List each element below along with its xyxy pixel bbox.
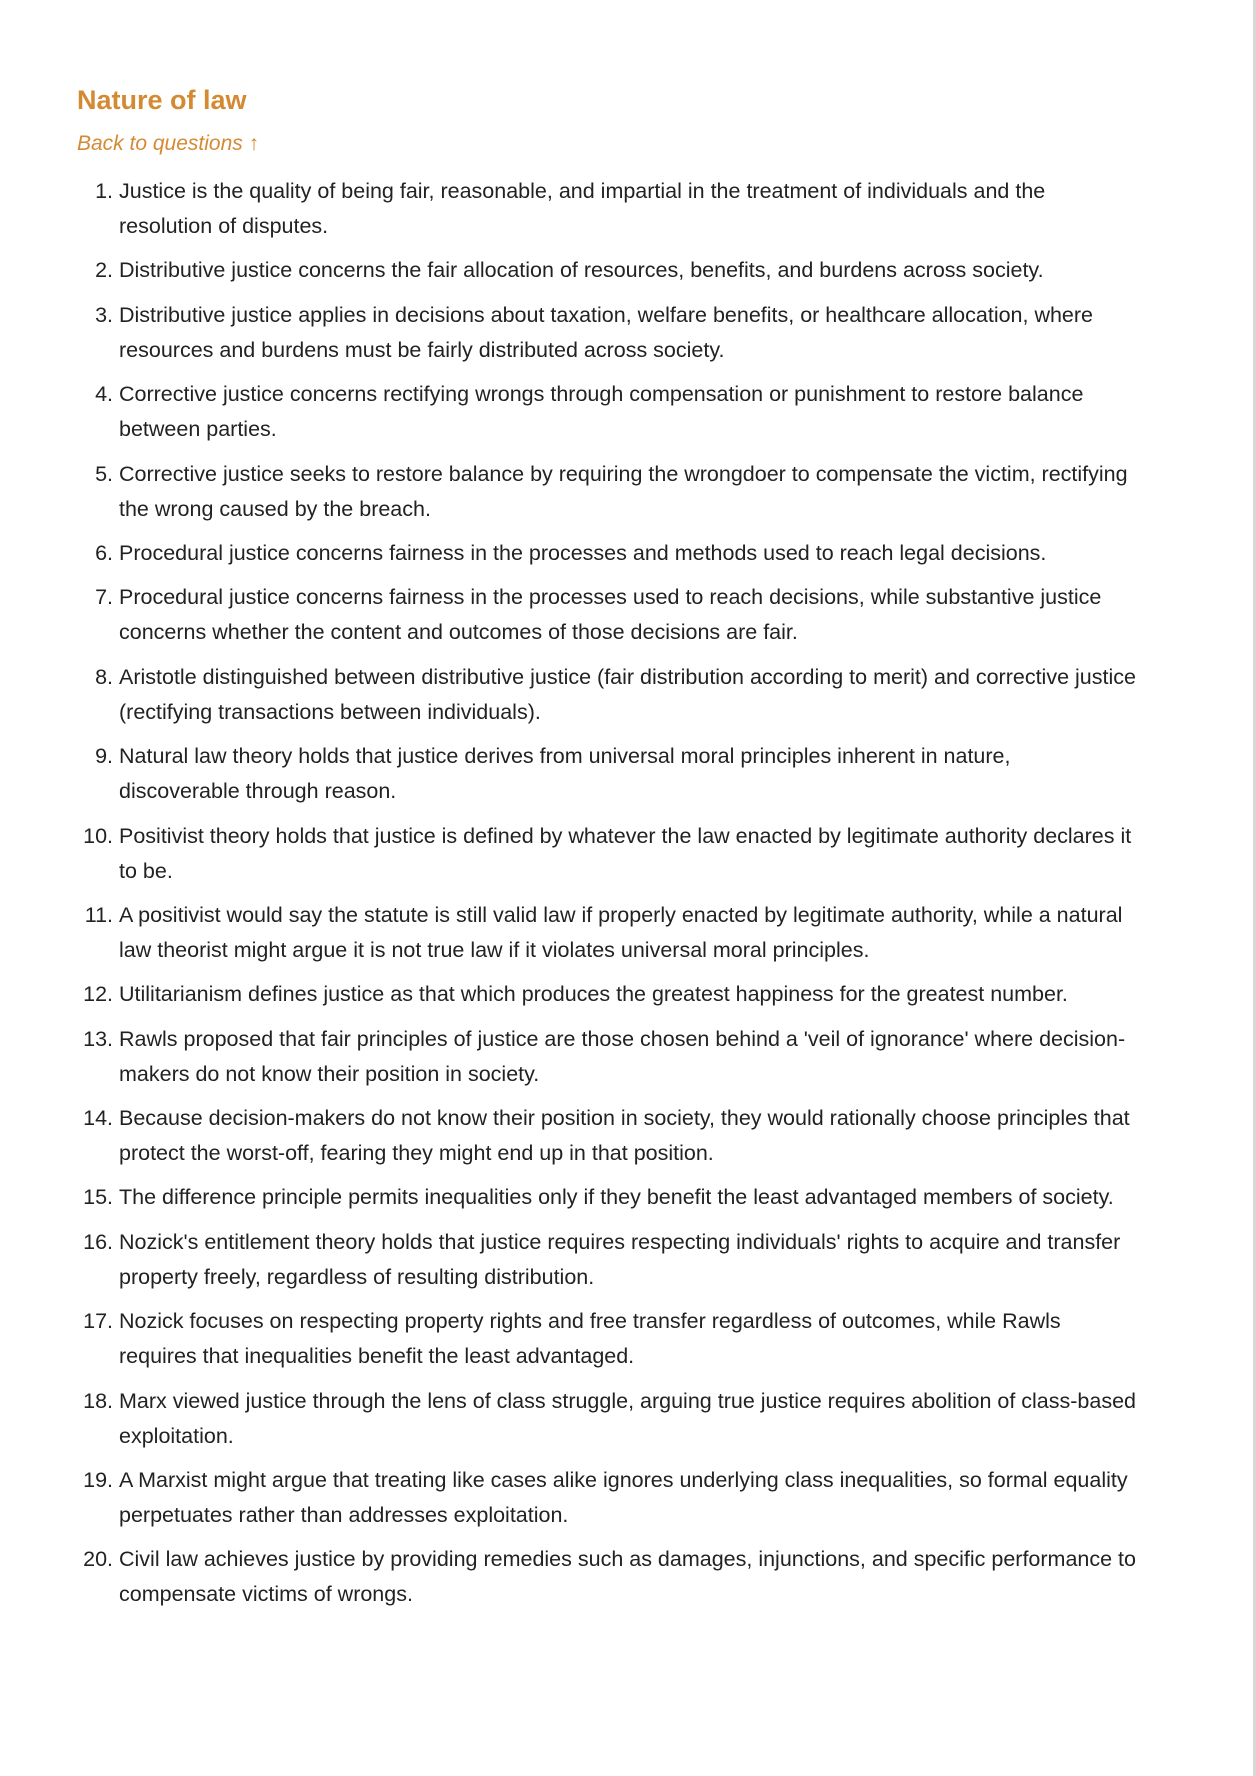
item-number: 3.: [95, 302, 113, 327]
item-number: 8.: [95, 664, 113, 689]
item-text: A positivist would say the statute is still valid law if properly enacted by legitimate authority, while a natural law theorist might argue it is not true law if it violates universal moral principles.: [119, 902, 1123, 962]
item-number: 10.: [83, 823, 113, 848]
item-text: Justice is the quality of being fair, reasonable, and impartial in the treatment of individuals and the resolution of disputes.: [119, 179, 1046, 238]
list-item: [83, 1101, 1137, 1171]
item-number: 4.: [95, 382, 113, 407]
list-item: [83, 1542, 1137, 1612]
item-text: The difference principle permits inequalities only if they benefit the least advantaged members of society.: [119, 1185, 1114, 1210]
item-text: Distributive justice applies in decisions about taxation, welfare benefits, or healthcare allocation, where resources and burdens must be fairly distributed across society.: [119, 302, 1094, 362]
item-text: Utilitarianism defines justice as that which produces the greatest happiness for the greatest number.: [119, 982, 1068, 1007]
item-text: Nozick focuses on respecting property rights and free transfer regardless of outcomes, while Rawls requires that inequalities benefit the least advantaged.: [119, 1309, 1061, 1369]
list-item: [95, 377, 1137, 447]
item-text: Corrective justice seeks to restore balance by requiring the wrongdoer to compensate the victim, rectifying the wrong caused by the breach.: [119, 461, 1128, 521]
answers-list: [77, 174, 1137, 1612]
item-text: Distributive justice concerns the fair allocation of resources, benefits, and burdens across society.: [119, 258, 1044, 283]
item-text: Rawls proposed that fair principles of justice are those chosen behind a 'veil of ignorance' where decision-makers do not know their position in society.: [119, 1026, 1126, 1086]
item-text: Civil law achieves justice by providing remedies such as damages, injunctions, and specific performance to compensate victims of wrongs.: [119, 1547, 1136, 1607]
list-item: [95, 457, 1137, 527]
item-text: A Marxist might argue that treating like cases alike ignores underlying class inequalities, so formal equality perpetuates rather than addresses exploitation.: [119, 1468, 1128, 1528]
item-text: Procedural justice concerns fairness in the processes and methods used to reach legal decisions.: [119, 540, 1047, 565]
item-number: 17.: [83, 1309, 113, 1334]
item-text: Nozick's entitlement theory holds that justice requires respecting individuals' rights to acquire and transfer property freely, regardless of resulting distribution.: [119, 1229, 1121, 1289]
list-item: [83, 1022, 1137, 1092]
list-item: [95, 174, 1137, 244]
item-text: Procedural justice concerns fairness in the processes used to reach decisions, while substantive justice concerns whether the content and outcomes of those decisions are fair.: [119, 585, 1102, 645]
list-item: [95, 536, 1137, 571]
list-item: [83, 977, 1137, 1012]
item-number: 12.: [83, 982, 113, 1007]
list-item: [95, 660, 1137, 730]
list-item: [83, 819, 1137, 889]
list-item: [83, 1225, 1137, 1295]
item-number: 13.: [83, 1026, 113, 1051]
item-text: Aristotle distinguished between distributive justice (fair distribution according to merit) and corrective justice (rectifying transactions between individuals).: [119, 664, 1136, 724]
item-number: 6.: [95, 540, 113, 565]
item-number: 16.: [83, 1229, 113, 1254]
item-number: 15.: [83, 1185, 113, 1210]
item-text: Marx viewed justice through the lens of class struggle, arguing true justice requires abolition of class-based exploitation.: [119, 1388, 1136, 1448]
list-item: [95, 739, 1137, 809]
item-number: 7.: [95, 585, 113, 610]
back-to-questions-link[interactable]: Back to questions ↑: [77, 132, 260, 155]
list-item: [95, 298, 1137, 368]
list-item: [95, 253, 1137, 288]
list-item: [84, 898, 1137, 968]
item-number: 9.: [95, 744, 113, 769]
item-text: Positivist theory holds that justice is defined by whatever the law enacted by legitimate authority declares it to be.: [119, 823, 1132, 883]
list-item: [95, 580, 1137, 650]
item-number: 20.: [83, 1547, 113, 1572]
item-number: 11.: [84, 902, 113, 927]
section-title: Nature of law: [77, 85, 247, 115]
item-number: 18.: [83, 1388, 113, 1413]
list-item: [83, 1180, 1137, 1215]
item-text: Natural law theory holds that justice derives from universal moral principles inherent in nature, discoverable through reason.: [119, 744, 1011, 804]
list-item: [83, 1463, 1137, 1533]
item-number: 14.: [83, 1106, 113, 1131]
item-text: Because decision-makers do not know their position in society, they would rationally choose principles that protect the worst-off, fearing they might end up in that position.: [119, 1106, 1130, 1166]
item-number: 1.: [95, 179, 113, 203]
list-item: [83, 1304, 1137, 1374]
item-number: 2.: [95, 258, 113, 283]
item-text: Corrective justice concerns rectifying wrongs through compensation or punishment to restore balance between parties.: [119, 382, 1084, 442]
item-number: 5.: [95, 461, 113, 486]
list-item: [83, 1384, 1137, 1454]
item-number: 19.: [83, 1468, 113, 1493]
